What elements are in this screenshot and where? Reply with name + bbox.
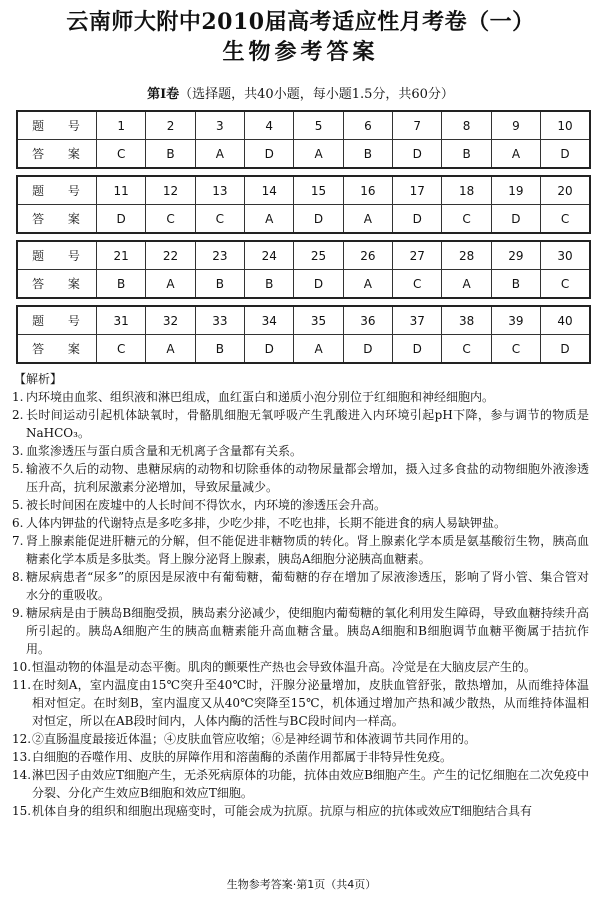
answer-cell: B xyxy=(442,140,491,169)
answer-cell: A xyxy=(294,335,343,364)
answer-cell: A xyxy=(343,205,392,234)
answer-cell: C xyxy=(146,205,195,234)
item-number: 13. xyxy=(12,750,32,764)
item-number: 5. xyxy=(12,462,24,476)
item-number: 15. xyxy=(12,804,32,818)
item-text: 机体自身的组织和细胞出现癌变时，可能会成为抗原。抗原与相应的抗体或效应T细胞结合具有 xyxy=(32,804,533,818)
analysis-item xyxy=(12,496,589,514)
answer-cell: B xyxy=(491,270,540,299)
analysis-list xyxy=(12,388,589,820)
item-number: 12. xyxy=(12,732,32,746)
question-number-row xyxy=(17,241,590,270)
row-label: 答 案 xyxy=(17,270,97,299)
answer-table xyxy=(16,240,591,299)
answer-table xyxy=(16,175,591,234)
answer-tables xyxy=(12,110,589,364)
item-number: 7. xyxy=(12,534,24,548)
row-label: 答 案 xyxy=(17,335,97,364)
analysis-item xyxy=(12,388,589,406)
answer-cell: B xyxy=(146,140,195,169)
analysis-item xyxy=(12,658,589,676)
analysis-item xyxy=(12,604,589,658)
answer-cell: C xyxy=(541,270,590,299)
analysis-item xyxy=(12,568,589,604)
answer-row xyxy=(17,270,590,299)
question-number: 32 xyxy=(146,306,195,335)
question-number: 6 xyxy=(343,111,392,140)
answer-cell: A xyxy=(146,270,195,299)
answer-cell: C xyxy=(97,335,146,364)
question-number: 17 xyxy=(393,176,442,205)
question-number: 3 xyxy=(195,111,244,140)
page-footer: 生物参考答案·第1页（共4页） xyxy=(226,878,377,891)
item-number: 11. xyxy=(12,678,32,692)
question-number: 34 xyxy=(245,306,294,335)
question-number: 11 xyxy=(97,176,146,205)
answer-table xyxy=(16,305,591,364)
analysis-item xyxy=(12,406,589,442)
row-label: 题 号 xyxy=(17,241,97,270)
answer-cell: B xyxy=(195,335,244,364)
answer-cell: A xyxy=(146,335,195,364)
question-number: 20 xyxy=(541,176,590,205)
answer-cell: A xyxy=(442,270,491,299)
answer-cell: C xyxy=(491,335,540,364)
question-number: 22 xyxy=(146,241,195,270)
question-number: 36 xyxy=(343,306,392,335)
question-number: 21 xyxy=(97,241,146,270)
question-number: 23 xyxy=(195,241,244,270)
answer-cell: D xyxy=(343,335,392,364)
answer-cell: D xyxy=(491,205,540,234)
question-number: 37 xyxy=(393,306,442,335)
question-number: 16 xyxy=(343,176,392,205)
item-number: 10. xyxy=(12,660,32,674)
question-number: 10 xyxy=(541,111,590,140)
analysis-item xyxy=(12,532,589,568)
question-number: 12 xyxy=(146,176,195,205)
item-text: 糖尿病患者“尿多”的原因是尿液中有葡萄糖，葡萄糖的存在增加了尿液渗透压，影响了肾小管、集合管对水分的重吸收。 xyxy=(26,570,589,602)
analysis-item xyxy=(12,460,589,496)
page-subtitle: 生物参考答案 xyxy=(222,39,379,65)
question-number: 27 xyxy=(393,241,442,270)
item-text: 血浆渗透压与蛋白质含量和无机离子含量都有关系。 xyxy=(26,444,303,458)
item-text: 长时间运动引起机体缺氧时，骨骼肌细胞无氧呼吸产生乳酸进入内环境引起pH下降，参与调节的物质是NaHCO₃。 xyxy=(26,408,589,440)
answer-cell: B xyxy=(97,270,146,299)
answer-cell: A xyxy=(491,140,540,169)
analysis-tag: 【解析】 xyxy=(14,372,63,386)
question-number-row xyxy=(17,176,590,205)
question-number: 29 xyxy=(491,241,540,270)
question-number-row xyxy=(17,306,590,335)
answer-cell: C xyxy=(97,140,146,169)
question-number: 31 xyxy=(97,306,146,335)
item-number: 14. xyxy=(12,768,32,782)
page-title: 云南师大附中2010届高考适应性月考卷（一） xyxy=(66,9,535,35)
answer-cell: D xyxy=(393,205,442,234)
answer-cell: A xyxy=(195,140,244,169)
answer-row xyxy=(17,140,590,169)
question-number: 33 xyxy=(195,306,244,335)
item-text: 在时刻A，室内温度由15℃突升至40℃时，汗腺分泌量增加，皮肤血管舒张，散热增加，从而维持体温相对恒定。在时刻B，室内温度又从40℃突降至15℃，机体通过增加产热和减少散热，从而维持体温相对恒定，所以在AB段时间内，人体内酶的活性与BC段时间内一样高。 xyxy=(32,678,589,728)
question-number: 24 xyxy=(245,241,294,270)
question-number: 25 xyxy=(294,241,343,270)
answer-cell: B xyxy=(195,270,244,299)
question-number: 14 xyxy=(245,176,294,205)
answer-cell: D xyxy=(541,335,590,364)
answer-cell: D xyxy=(393,335,442,364)
item-number: 5. xyxy=(12,498,24,512)
item-text: 白细胞的吞噬作用、皮肤的屏障作用和溶菌酶的杀菌作用都属于非特异性免疫。 xyxy=(32,750,453,764)
item-text: 被长时间困在废墟中的人长时间不得饮水，内环境的渗透压会升高。 xyxy=(26,498,387,512)
item-text: ②直肠温度最接近体温；④皮肤血管应收缩；⑥是神经调节和体液调节共同作用的。 xyxy=(32,732,477,746)
section-heading xyxy=(12,86,589,104)
question-number: 18 xyxy=(442,176,491,205)
answer-cell: C xyxy=(195,205,244,234)
section-description: （选择题，共40小题，每小题1.5分，共60分） xyxy=(179,87,454,102)
question-number: 2 xyxy=(146,111,195,140)
question-number-row xyxy=(17,111,590,140)
answer-cell: D xyxy=(245,140,294,169)
item-number: 3. xyxy=(12,444,24,458)
question-number: 9 xyxy=(491,111,540,140)
analysis-item xyxy=(12,514,589,532)
section-part: 第Ⅰ卷 xyxy=(147,87,180,102)
answer-cell: D xyxy=(294,270,343,299)
analysis-item xyxy=(12,748,589,766)
row-label: 答 案 xyxy=(17,205,97,234)
question-number: 28 xyxy=(442,241,491,270)
question-number: 5 xyxy=(294,111,343,140)
question-number: 38 xyxy=(442,306,491,335)
item-text: 糖尿病是由于胰岛B细胞受损，胰岛素分泌减少，使细胞内葡萄糖的氧化利用发生障碍，导致血糖持续升高所引起的。胰岛A细胞产生的胰高血糖素能升高血糖含量。胰岛A细胞和B细胞调节血糖平衡属于拮抗作用。 xyxy=(26,606,589,656)
answer-cell: C xyxy=(442,205,491,234)
answer-cell: D xyxy=(541,140,590,169)
row-label: 题 号 xyxy=(17,111,97,140)
item-text: 内环境由血浆、组织液和淋巴组成，血红蛋白和递质小泡分别位于红细胞和神经细胞内。 xyxy=(26,390,495,404)
item-number: 6. xyxy=(12,516,24,530)
row-label: 题 号 xyxy=(17,306,97,335)
item-text: 输液不久后的动物、患糖尿病的动物和切除垂体的动物尿量都会增加，摄入过多食盐的动物细胞外液渗透压升高，抗利尿激素分泌增加，导致尿量减少。 xyxy=(26,462,589,494)
answer-cell: A xyxy=(245,205,294,234)
answer-cell: C xyxy=(541,205,590,234)
answer-cell: B xyxy=(245,270,294,299)
analysis-item xyxy=(12,442,589,460)
item-text: 恒温动物的体温是动态平衡。肌肉的颤栗性产热也会导致体温升高。冷觉是在大脑皮层产生的。 xyxy=(32,660,537,674)
question-number: 19 xyxy=(491,176,540,205)
question-number: 26 xyxy=(343,241,392,270)
analysis-section xyxy=(12,370,589,820)
question-number: 35 xyxy=(294,306,343,335)
question-number: 8 xyxy=(442,111,491,140)
item-text: 淋巴因子由效应T细胞产生，无杀死病原体的功能，抗体由效应B细胞产生。产生的记忆细胞在二次免疫中分裂、分化产生效应B细胞和效应T细胞。 xyxy=(32,768,589,800)
question-number: 13 xyxy=(195,176,244,205)
question-number: 1 xyxy=(97,111,146,140)
analysis-item xyxy=(12,730,589,748)
analysis-item xyxy=(12,676,589,730)
question-number: 15 xyxy=(294,176,343,205)
answer-row xyxy=(17,335,590,364)
answer-cell: A xyxy=(294,140,343,169)
answer-cell: A xyxy=(343,270,392,299)
item-text: 肾上腺素能促进肝糖元的分解，但不能促进非糖物质的转化。肾上腺素化学本质是氨基酸衍生物，胰高血糖素化学本质是多肽类。肾上腺分泌肾上腺素，胰岛A细胞分泌胰高血糖素。 xyxy=(26,534,589,566)
answer-cell: D xyxy=(97,205,146,234)
item-number: 2. xyxy=(12,408,24,422)
item-text: 人体内钾盐的代谢特点是多吃多排，少吃少排，不吃也排，长期不能进食的病人易缺钾盐。 xyxy=(26,516,507,530)
item-number: 8. xyxy=(12,570,24,584)
question-number: 40 xyxy=(541,306,590,335)
answer-cell: B xyxy=(343,140,392,169)
answer-table xyxy=(16,110,591,169)
answer-cell: C xyxy=(442,335,491,364)
answer-cell: D xyxy=(245,335,294,364)
analysis-item xyxy=(12,802,589,820)
row-label: 题 号 xyxy=(17,176,97,205)
row-label: 答 案 xyxy=(17,140,97,169)
item-number: 1. xyxy=(12,390,24,404)
question-number: 4 xyxy=(245,111,294,140)
answer-cell: D xyxy=(294,205,343,234)
analysis-item xyxy=(12,766,589,802)
question-number: 7 xyxy=(393,111,442,140)
item-number: 9. xyxy=(12,606,24,620)
answer-cell: D xyxy=(393,140,442,169)
answer-cell: C xyxy=(393,270,442,299)
question-number: 30 xyxy=(541,241,590,270)
answer-row xyxy=(17,205,590,234)
question-number: 39 xyxy=(491,306,540,335)
